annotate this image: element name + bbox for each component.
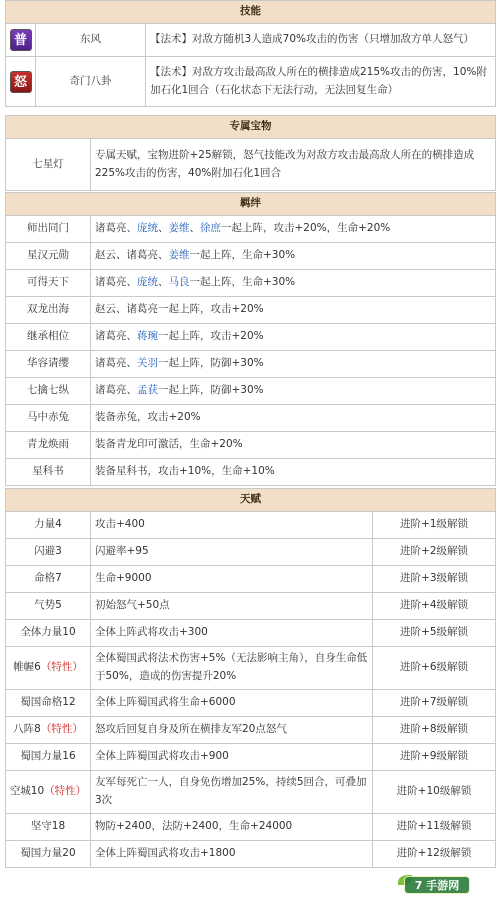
talent-name — [6, 771, 91, 814]
fetter-desc — [91, 243, 496, 270]
talent-row — [6, 593, 496, 620]
talent-name-text: 蜀国力量16 — [20, 750, 76, 763]
trait-tag: （特性） — [40, 723, 83, 736]
fetter-row — [6, 351, 496, 378]
treasure-name: 七星灯 — [6, 139, 91, 191]
talent-name-text: 气势5 — [34, 599, 62, 612]
fetters-table — [5, 192, 496, 486]
fetter-text: 一起上阵，防御+30% — [158, 384, 264, 397]
watermark: 7 手游网 — [404, 876, 470, 894]
skill-name: 奇门八卦 — [36, 57, 146, 107]
talent-unlock: 进阶+10级解锁 — [373, 771, 496, 814]
fetter-text: 一起上阵，攻击+20%，生命+20% — [221, 222, 391, 235]
fetter-name: 马中赤兔 — [6, 405, 91, 432]
fetter-text: 装备星科书，攻击+10%，生命+10% — [95, 465, 275, 478]
talent-name-text: 空城10 — [9, 785, 45, 798]
talent-unlock: 进阶+5级解锁 — [373, 620, 496, 647]
fetter-text: 装备青龙印可激活，生命+20% — [95, 438, 243, 451]
fetter-desc — [91, 270, 496, 297]
talent-name — [6, 566, 91, 593]
fetter-text: 赵云、诸葛亮、 — [95, 249, 169, 262]
fetter-text: 、 — [158, 222, 169, 235]
normal-skill-icon: 普 — [10, 29, 32, 51]
fetter-text: 一起上阵，生命+30% — [189, 276, 296, 289]
talent-desc: 怒攻后回复自身及所在横排友军20点怒气 — [91, 717, 373, 744]
skills-table — [5, 0, 496, 107]
talent-name-text: 八阵8 — [13, 723, 41, 736]
fetter-name: 可得天下 — [6, 270, 91, 297]
talent-desc: 全体蜀国武将法术伤害+5%（无法影响主角），自身生命低于50%，造成的伤害提升20% — [91, 647, 373, 690]
talent-name — [6, 744, 91, 771]
talent-name — [6, 593, 91, 620]
talent-row — [6, 771, 496, 814]
talent-desc: 生命+9000 — [91, 566, 373, 593]
skill-desc: 【法术】对敌方随机3人造成70%攻击的伤害（只增加敌方单人怒气） — [146, 24, 496, 57]
fetter-desc — [91, 324, 496, 351]
talents-header: 天赋 — [6, 489, 496, 512]
fetter-text: 一起上阵，生命+30% — [189, 249, 296, 262]
trait-tag: （特性） — [44, 785, 87, 798]
fetter-desc — [91, 405, 496, 432]
talent-name-text: 全体力量10 — [20, 626, 76, 639]
talent-desc: 全体上阵蜀国武将攻击+1800 — [91, 841, 373, 868]
talent-desc: 物防+2400，法防+2400，生命+24000 — [91, 814, 373, 841]
hero-link[interactable]: 马良 — [168, 276, 190, 289]
treasure-desc: 专属天赋，宝物进阶+25解锁，怒气技能改为对敌方攻击最高敌人所在的横排造成225%攻击的伤害，40%附加石化1回合 — [91, 139, 496, 191]
talent-row — [6, 744, 496, 771]
fetter-name: 七擒七纵 — [6, 378, 91, 405]
skill-name: 东风 — [36, 24, 146, 57]
talent-unlock: 进阶+11级解锁 — [373, 814, 496, 841]
fetter-row — [6, 432, 496, 459]
talent-unlock: 进阶+9级解锁 — [373, 744, 496, 771]
fetter-name: 继承相位 — [6, 324, 91, 351]
hero-link[interactable]: 姜维 — [168, 222, 190, 235]
talent-row — [6, 814, 496, 841]
talent-name — [6, 539, 91, 566]
fetter-name: 星汉元勋 — [6, 243, 91, 270]
talent-desc: 攻击+400 — [91, 512, 373, 539]
hero-link[interactable]: 庞统 — [137, 276, 158, 289]
trait-tag: （特性） — [40, 661, 83, 674]
talent-unlock: 进阶+12级解锁 — [373, 841, 496, 868]
talent-unlock: 进阶+1级解锁 — [373, 512, 496, 539]
talent-row — [6, 690, 496, 717]
talent-name-text: 力量4 — [34, 518, 62, 531]
fetter-row — [6, 459, 496, 486]
fetter-text: 、 — [158, 276, 169, 289]
talent-name — [6, 814, 91, 841]
fetter-text: 诸葛亮、 — [95, 384, 137, 397]
talent-name-text: 闪避3 — [34, 545, 62, 558]
fetter-text: 赵云、诸葛亮一起上阵，攻击+20% — [95, 303, 264, 316]
fetter-desc — [91, 378, 496, 405]
fetter-desc — [91, 216, 496, 243]
skill-desc: 【法术】对敌方攻击最高敌人所在的横排造成215%攻击的伤害，10%附加石化1回合（石化状态下无法行动，无法回复生命） — [146, 57, 496, 107]
fetters-header: 羁绊 — [6, 193, 496, 216]
skills-header: 技能 — [6, 1, 496, 24]
fetter-row — [6, 216, 496, 243]
talent-name-text: 命格7 — [34, 572, 62, 585]
talent-name — [6, 690, 91, 717]
talent-row — [6, 841, 496, 868]
fetter-desc — [91, 351, 496, 378]
fetter-text: 诸葛亮、 — [95, 276, 137, 289]
talent-unlock: 进阶+3级解锁 — [373, 566, 496, 593]
talent-name — [6, 647, 91, 690]
fetter-row — [6, 243, 496, 270]
fetter-name: 师出同门 — [6, 216, 91, 243]
fetter-row — [6, 378, 496, 405]
talent-desc: 闪避率+95 — [91, 539, 373, 566]
talent-desc: 友军每死亡一人，自身免伤增加25%，持续5回合，可叠加3次 — [91, 771, 373, 814]
talent-unlock: 进阶+8级解锁 — [373, 717, 496, 744]
talent-desc: 全体上阵武将攻击+300 — [91, 620, 373, 647]
fetter-row — [6, 324, 496, 351]
hero-link[interactable]: 孟获 — [137, 384, 158, 397]
talent-unlock: 进阶+4级解锁 — [373, 593, 496, 620]
fetter-row — [6, 270, 496, 297]
hero-link[interactable]: 蒋琬 — [137, 330, 158, 343]
treasure-table — [5, 115, 496, 191]
talents-table — [5, 488, 496, 868]
fetter-name: 青龙焕雨 — [6, 432, 91, 459]
fetter-row — [6, 405, 496, 432]
talent-unlock: 进阶+2级解锁 — [373, 539, 496, 566]
talent-name — [6, 620, 91, 647]
talent-name — [6, 717, 91, 744]
talent-name-text: 蜀国力量20 — [20, 847, 76, 860]
fetter-text: 、 — [189, 222, 200, 235]
hero-link[interactable]: 庞统 — [137, 222, 158, 235]
talent-unlock: 进阶+7级解锁 — [373, 690, 496, 717]
fetter-name: 星科书 — [6, 459, 91, 486]
talent-row — [6, 647, 496, 690]
fetter-text: 装备赤兔，攻击+20% — [95, 411, 201, 424]
talent-name-text: 蜀国命格12 — [20, 696, 76, 709]
talent-row — [6, 620, 496, 647]
talent-name-text: 坚守18 — [30, 820, 66, 833]
fetter-name: 双龙出海 — [6, 297, 91, 324]
treasure-header: 专属宝物 — [6, 116, 496, 139]
talent-row — [6, 717, 496, 744]
hero-link[interactable]: 徐庶 — [200, 222, 221, 235]
fetter-row — [6, 297, 496, 324]
fetter-text: 诸葛亮、 — [95, 330, 137, 343]
talent-desc: 全体上阵蜀国武将攻击+900 — [91, 744, 373, 771]
hero-link[interactable]: 关羽 — [137, 357, 158, 370]
rage-skill-icon: 怒 — [10, 71, 32, 93]
talent-name — [6, 841, 91, 868]
fetter-text: 一起上阵，攻击+20% — [158, 330, 264, 343]
talent-desc: 全体上阵蜀国武将生命+6000 — [91, 690, 373, 717]
talent-unlock: 进阶+6级解锁 — [373, 647, 496, 690]
talent-name — [6, 512, 91, 539]
talent-row — [6, 539, 496, 566]
fetter-desc — [91, 459, 496, 486]
fetter-text: 诸葛亮、 — [95, 357, 137, 370]
fetter-desc — [91, 297, 496, 324]
talent-row — [6, 512, 496, 539]
fetter-desc — [91, 432, 496, 459]
hero-link[interactable]: 姜维 — [168, 249, 190, 262]
talent-row — [6, 566, 496, 593]
fetter-name: 华容请缨 — [6, 351, 91, 378]
talent-desc: 初始怒气+50点 — [91, 593, 373, 620]
talent-name-text: 帷幄6 — [13, 661, 41, 674]
fetter-text: 一起上阵，防御+30% — [158, 357, 264, 370]
fetter-text: 诸葛亮、 — [95, 222, 137, 235]
